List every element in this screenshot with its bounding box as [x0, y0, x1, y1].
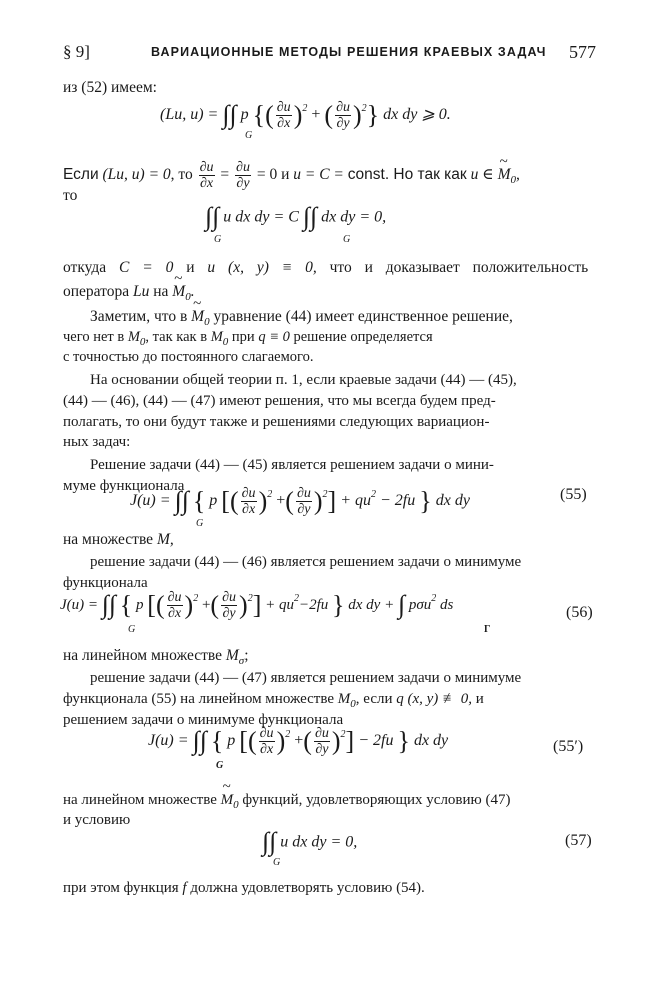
paragraph-line: при этом функция f должна удовлетворять условию (54). [63, 880, 425, 896]
paragraph-line: ных задач: [63, 434, 131, 450]
paragraph-line: решением задачи о минимуме функционала [63, 712, 344, 728]
text-line: из (52) имеем: [63, 79, 157, 96]
paragraph-line: чего нет в $M_0$, так как в $M_0$ при q ≡ 0 решение определяется [63, 329, 433, 348]
paragraph-line: муме функционала [63, 478, 185, 494]
paragraph-line: полагать, то они будут также и решениями следующих вариацион- [63, 414, 490, 430]
section-marker: § 9] [63, 42, 90, 61]
paragraph-line: на линейном множестве $M_\sigma$; [63, 647, 249, 667]
running-title: ВАРИАЦИОННЫЕ МЕТОДЫ РЕШЕНИЯ КРАЕВЫХ ЗАДАЧ [151, 45, 547, 59]
paragraph-line: решение задачи (44) — (46) является решением задачи о минимуме [90, 554, 522, 570]
equation-number: (55) [560, 486, 587, 503]
page-header [63, 42, 596, 66]
equation-integral-zero: ∫∫ u dx dy = C ∫∫ dx dy = 0, [205, 202, 387, 231]
paragraph-line: Заметим, что в ~ $M_0$ уравнение (44) имеет единственное решение, [90, 307, 513, 328]
equation-number: (56) [566, 604, 593, 621]
equation-55-prime: J(u) = ∫∫ { p [( $\frac{\partial u}{\partial x}$ )$^2$ +( $\frac{\partial u}{\partial y}$ )$^2$] − 2fu } dx dy [148, 725, 449, 757]
text-line: Если (Lu, u) = 0, то $\frac{\partial u}{\partial x}$ = $\frac{\partial u}{\partial y}$ = 0 и u = C = const. Но так как u ∈ ~ $M_0$, [63, 160, 520, 191]
equation-56: J(u) = ∫∫ { p [( $\frac{\partial u}{\partial x}$ )$^2$ +( $\frac{\partial u}{\partial y}$ )$^2] + qu^2-2fu$ } dx dy + ∫ pσu$^2$ ds [60, 589, 454, 621]
paragraph-line: На основании общей теории п. 1, если краевые задачи (44) — (45), [90, 372, 517, 388]
equation-55: J(u) = ∫∫ { p [( $\frac{\partial u}{\partial x}$ )$^2$ +( $\frac{\partial u}{\partial y}$ )$^2] + qu^2 - 2fu$ } dx dy [130, 485, 470, 517]
paragraph-line: функционала [63, 575, 148, 591]
paragraph-line: функционала (55) на линейном множестве $M_0$, если q (x, y) ≢ 0, и [63, 691, 484, 710]
text-line: то [63, 187, 78, 204]
equation-number: (55′) [553, 738, 584, 755]
paragraph-line: (44) — (46), (44) — (47) имеют решения, что мы всегда будем пред- [63, 393, 496, 409]
paragraph-line: решение задачи (44) — (47) является решением задачи о минимуме [90, 670, 522, 686]
book-page: § 9] ВАРИАЦИОННЫЕ МЕТОДЫ РЕШЕНИЯ КРАЕВЫХ ЗАДАЧ 577 из (52) имеем: (Lu, u) = ∫∫ p {( $\frac{\partial u}{\partial x}$ )$^2$ + ( $\frac{\partial u}{\partial y}$ )$^2$} dx dy ⩾ 0. G Если (Lu, u) = 0, то $\frac{\partial u}{\partial x}$ = $\frac{\partial u}{\partial y}$ = 0 и u = C = const. Но так как u ∈ ~ $M_0$, то ∫∫ u dx dy = C ∫∫ dx dy = 0, G G откуда C = 0 и u (x, y) ≡ 0, что и доказывает положительность оператора Lu на ~ $M_0$. Заметим, что в ~ $M_0$ уравнение (44) имеет единственное решение, чего нет в $M_0$, так как в $M_0$ при q ≡ 0 решение определяется с точностью до постоянного слагаемого. На основании общей теории п. 1, если краевые задачи (44) — (45), (44) — (46), (44) — (47) имеют решения, что мы всегда будем пред- полагать, то они будут также и решениями следующих вариацион- ных задач: Решение задачи (44) — (45) является решением задачи о мини- муме функционала J(u) = ∫∫ { p [( $\frac{\partial u}{\partial x}$ )$^2$ +( $\frac{\partial u}{\partial y}$ )$^2] + qu^2 - 2fu$ } dx dy G (55) на множестве M, решение задачи (44) — (46) является решением задачи о минимуме функционала J(u) = ∫∫ { p [( $\frac{\partial u}{\partial x}$ )$^2$ +( $\frac{\partial u}{\partial y}$ )$^2] + qu^2-2fu$ } dx dy + ∫ pσu$^2$ ds G Г (56) на линейном множестве $M_\sigma$; решение задачи (44) — (47) является решением задачи о минимуме функционала (55) на линейном множестве $M_0$, если q (x, y) ≢ 0, и решением задачи о минимуме функционала J(u) = ∫∫ { p [( $\frac{\partial u}{\partial x}$ )$^2$ +( $\frac{\partial u}{\partial y}$ )$^2$] − 2fu } dx dy G (55′) на линейном множестве ~ $M_0$ функций, удовлетворяющих условию (47) и условию ∫∫ u dx dy = 0, G (57) при этом функция f должна удовлетворять условию (54). [0, 0, 658, 1000]
page-number: 577 [569, 42, 596, 62]
paragraph-line: с точностью до постоянного слагаемого. [63, 349, 314, 365]
paragraph-line: на линейном множестве ~ $M_0$ функций, удовлетворяющих условию (47) [63, 790, 510, 811]
text-line: оператора Lu на ~ $M_0$. [63, 282, 195, 303]
paragraph-line: на множестве M, [63, 531, 174, 548]
equation-number: (57) [565, 832, 592, 849]
equation-positivity: (Lu, u) = ∫∫ p {( $\frac{\partial u}{\partial x}$ )$^2$ + ( $\frac{\partial u}{\partial y}$ )$^2$} dx dy ⩾ 0. [160, 99, 451, 131]
paragraph-line: Решение задачи (44) — (45) является решением задачи о мини- [90, 457, 494, 473]
paragraph-line: и условию [63, 812, 131, 828]
equation-57: ∫∫ u dx dy = 0, [262, 827, 358, 856]
text-line: откуда C = 0 и u (x, y) ≡ 0, что и доказывает положительность [63, 259, 589, 276]
